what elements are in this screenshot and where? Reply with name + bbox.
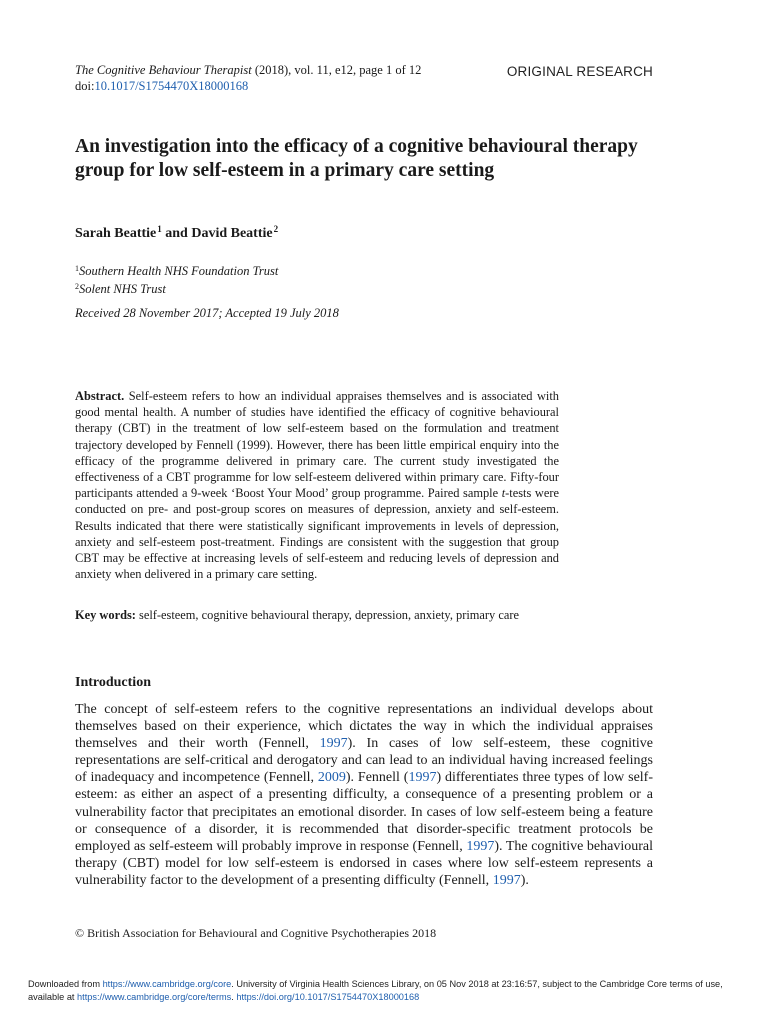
abstract-t-symbol: t [501,486,506,501]
author-name: David Beattie [191,226,273,241]
affiliations [75,261,278,297]
footer-text: . [231,992,237,1002]
received-accepted-dates: Received 28 November 2017; Accepted 19 July 2018 [75,306,339,320]
affiliation-marker: 1 [157,224,162,234]
doi-link[interactable]: 10.1017/S1754470X18000168 [94,78,249,93]
abstract-text: -tests were conducted on pre- and post-group scores on measures of depression, anxiety and self-esteem. Results indicated that there were statistically significant improvements in levels of depression, anxiety and self-esteem post-treatment. Findings are consistent with the suggestion that group CBT may be effective at increasing levels of self-esteem and reducing levels of depression and anxiety when delivered in a primary care setting. [75,486,559,582]
keywords [75,607,559,623]
citation-link[interactable]: 1997 [319,736,348,752]
author-name: Sarah Beattie [75,226,157,241]
article-title: An investigation into the efficacy of a cognitive behavioural therapy group for low self-esteem in a primary care setting [75,136,638,181]
affiliation-marker: 2 [273,224,279,234]
body-text: ). In cases of low self-esteem, these cognitive representations are self-critical and derogatory and can lead to an individual having increased feelings of inadequacy and incompetence (Fennell, [75,736,653,786]
body-text: ). [520,872,529,888]
citation-link[interactable]: 2009 [317,770,346,786]
author-conjunction: and [161,226,192,241]
body-text: ). The cognitive behavioural therapy (CBT) model for low self-esteem is endorsed in cases where low self-esteem represents a vulnerability factor to the development of a presenting difficulty (Fennell, [75,838,653,888]
body-text: ) differentiates three types of low self-esteem: as either an aspect of a presenting difficulty, a consequence of a presenting problem or a vulnerability factor that precipitates an emotional disorder. In cases of low self-esteem being a feature or consequence of a disorder, it is recommended that disorder-specific treatment protocols be employed as self-esteem will probably improve in response (Fennell, [75,770,653,854]
footer-text: Downloaded from [28,979,103,989]
download-footer [28,978,746,1004]
footer-link-terms[interactable]: https://www.cambridge.org/core/terms [77,992,232,1002]
affiliation [75,261,278,279]
body-text: ). Fennell ( [345,770,409,786]
citation-link[interactable]: 1997 [408,770,437,786]
article-type-label: ORIGINAL RESEARCH [506,64,653,79]
affiliation-number: 2 [75,282,79,291]
introduction-paragraph [75,701,653,889]
footer-link-core[interactable]: https://www.cambridge.org/core [102,979,232,989]
abstract-label: Abstract. [75,389,125,403]
affiliation-name: Southern Health NHS Foundation Trust [79,264,279,278]
footer-link-doi[interactable]: https://doi.org/10.1017/S1754470X18000168 [236,992,420,1002]
citation-link[interactable]: 1997 [492,872,521,888]
abstract-text: Self-esteem refers to how an individual appraises themselves and is associated with good mental health. A number of studies have identified the efficacy of cognitive behavioural therapy (CBT) in the treatment of low self-esteem based on the formulation and treatment trajectory developed by Fennell (1999). However, there has been little empirical enquiry into the efficacy of the programme delivered in primary care. The current study investigated the effectiveness of a CBT programme for low self-esteem delivered within primary care. Fifty-four participants attended a 9-week ‘Boost Your Mood’ group programme. Paired sample [75,389,559,501]
journal-name: The Cognitive Behaviour Therapist [75,63,252,77]
affiliation-number: 1 [75,264,79,273]
citation-details: (2018), vol. 11, e12, page 1 of 12 [251,63,422,77]
author-list [75,224,278,242]
doi-prefix: doi: [75,78,95,93]
keywords-text: self-esteem, cognitive behavioural therapy, depression, anxiety, primary care [135,608,519,622]
affiliation-name: Solent NHS Trust [79,282,166,296]
abstract [75,388,559,582]
running-header [75,63,653,94]
doi-line [75,79,653,95]
footer-text: . University of Virginia Health Sciences Library, on 05 Nov 2018 at 23:16:57, subject to the Cambridge Core terms of use, available at [28,979,723,1002]
section-heading-introduction: Introduction [75,675,151,690]
affiliation [75,279,278,297]
copyright-notice: © British Association for Behavioural and Cognitive Psychotherapies 2018 [75,926,437,940]
body-text: The concept of self-esteem refers to the cognitive representations an individual develops about themselves based on their experience, which dictates the way in which the individual appraises themselves and their worth (Fennell, [75,702,653,752]
citation-link[interactable]: 1997 [466,838,495,854]
keywords-label: Key words: [75,608,136,622]
